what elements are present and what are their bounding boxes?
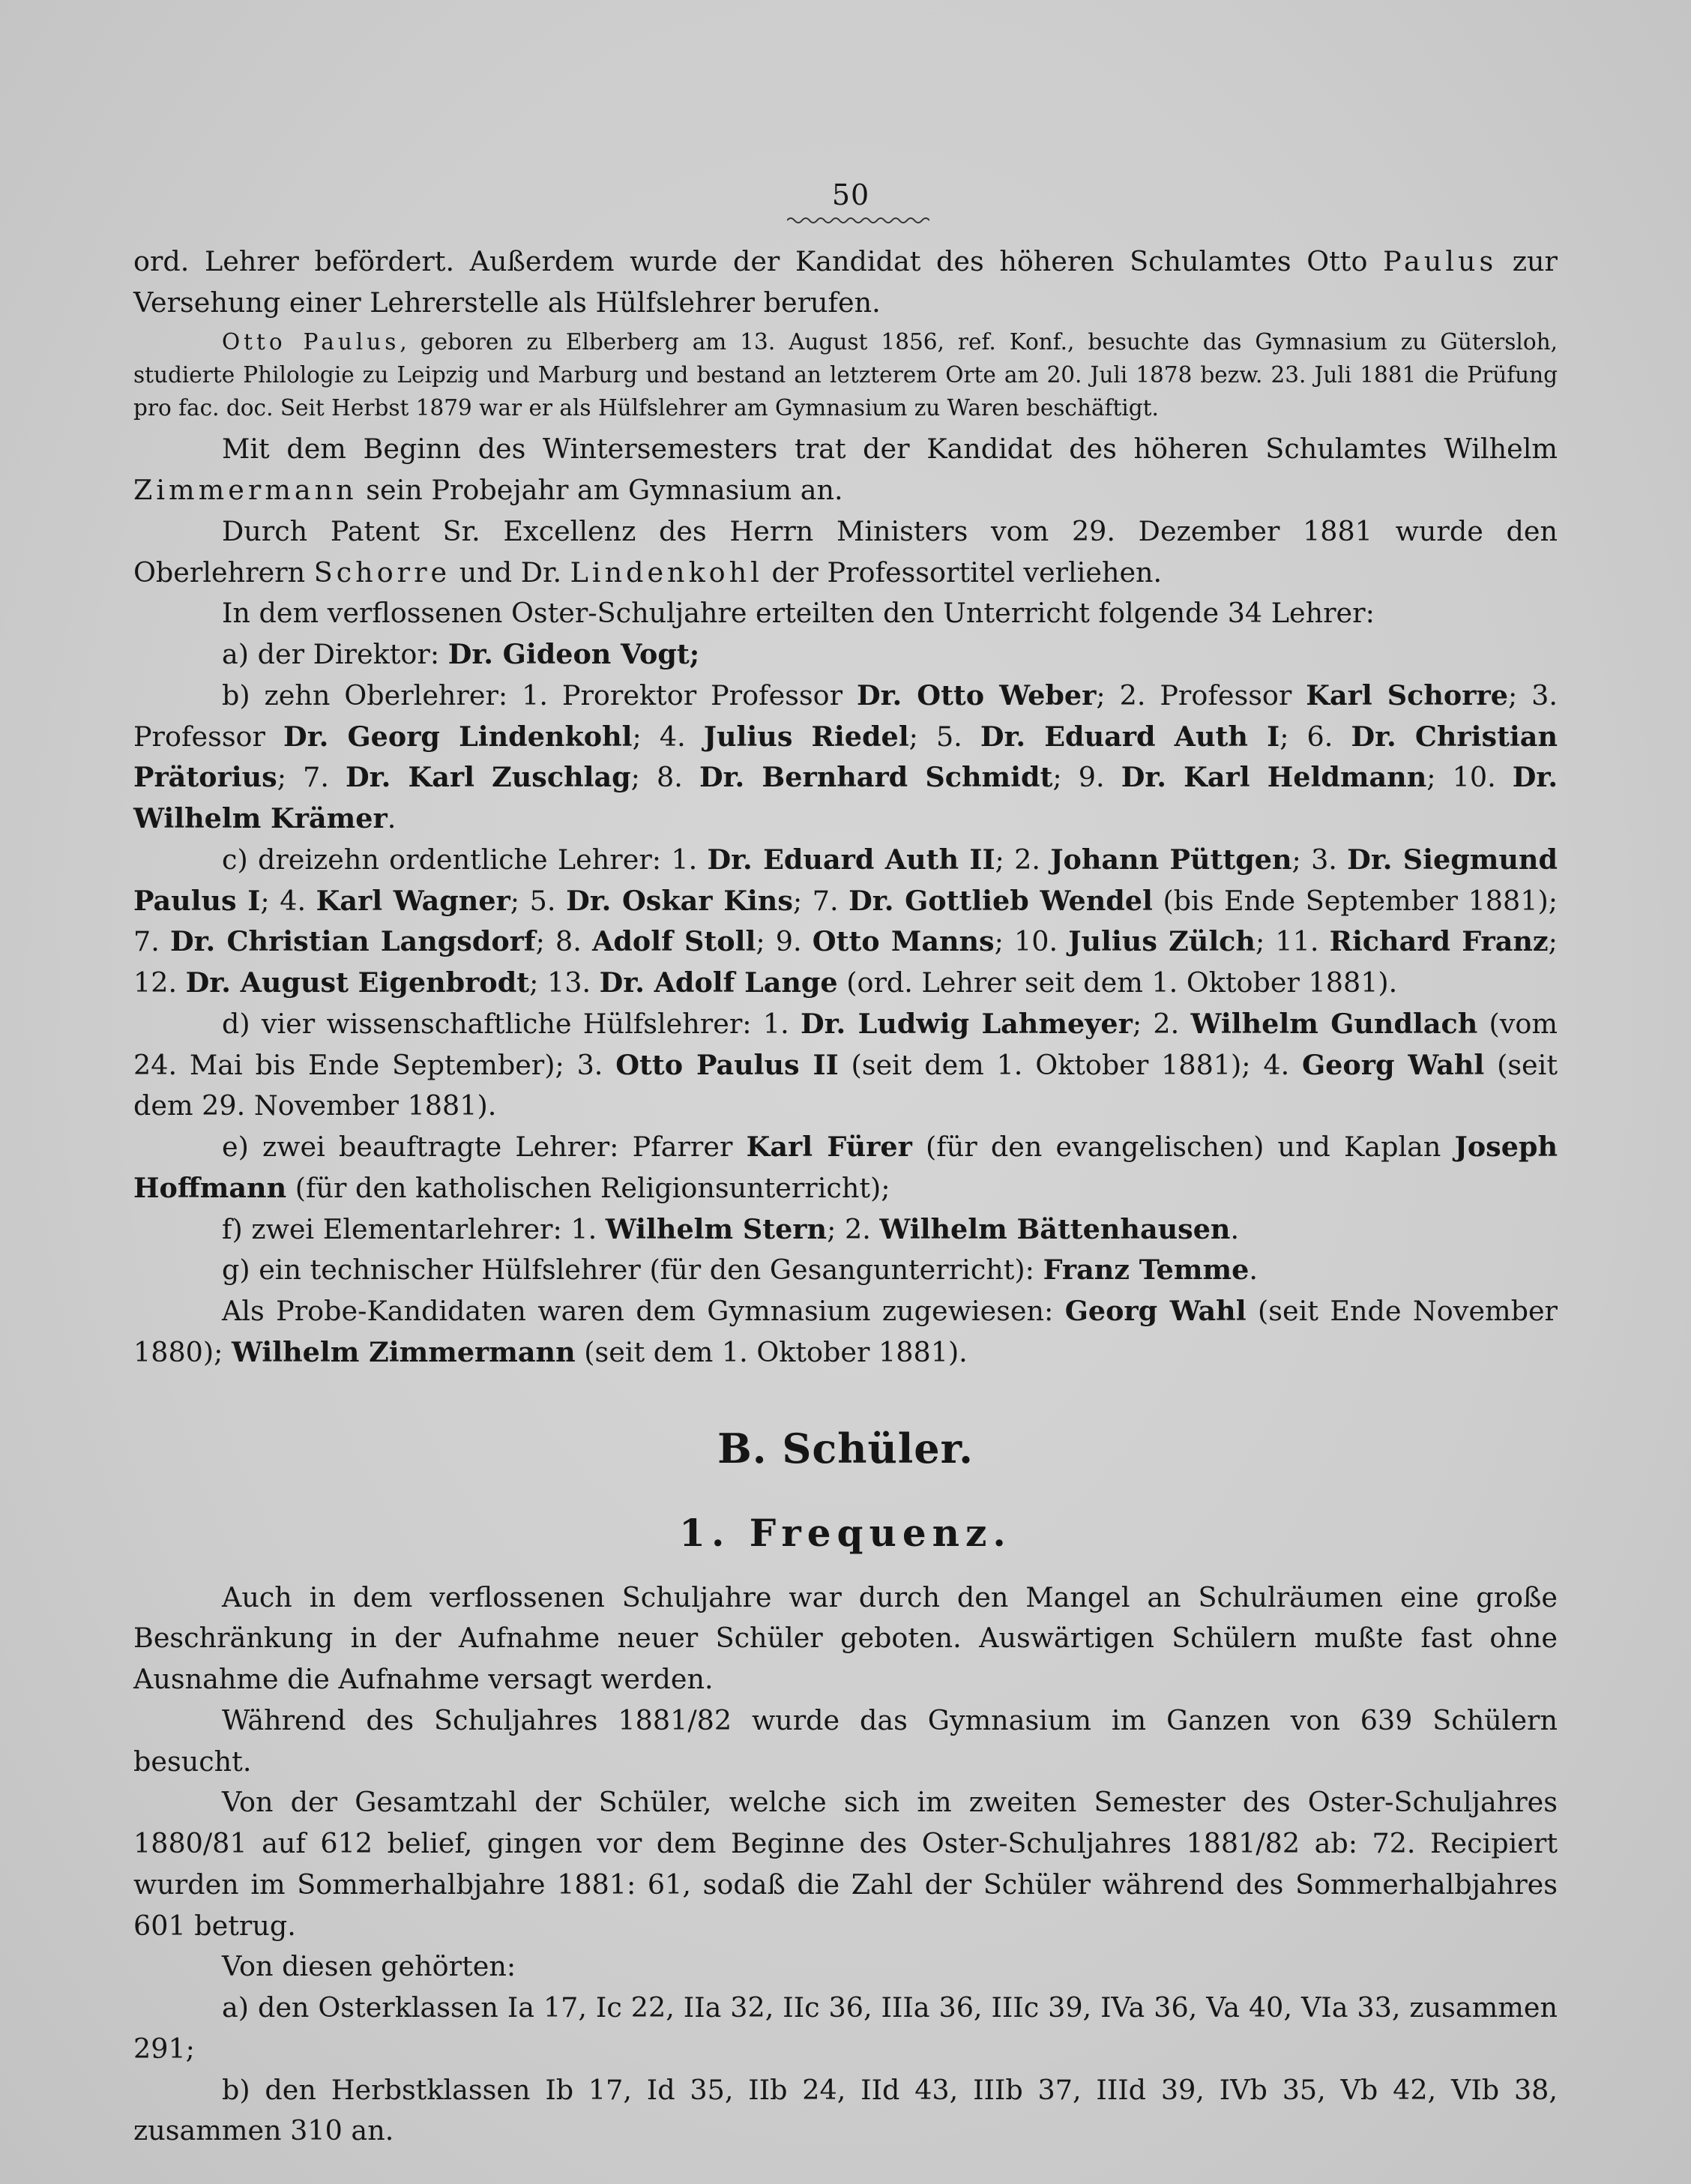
paragraph-teacher-promotion: ord. Lehrer befördert. Außerdem wurde der Kandidat des höheren Schulamtes Otto Paulus zur Versehung einer Lehrerstelle als Hülfslehrer berufen. bbox=[133, 245, 1558, 319]
paragraph-patent: Durch Patent Sr. Excellenz des Herrn Ministers vom 29. Dezember 1881 wurde den Oberlehrern Schorre und Dr. Lindenkohl der Professortitel verliehen. bbox=[133, 514, 1558, 589]
list-item-technischer-lehrer: g) ein technischer Hülfslehrer (für den Gesangunterricht): Franz Temme. bbox=[222, 1254, 1258, 1287]
paragraph-distribution-intro: Von diesen gehörten: bbox=[222, 1950, 516, 1983]
list-item-director: a) der Direktor: Dr. Gideon Vogt; bbox=[222, 638, 700, 670]
page-content bbox=[133, 241, 1558, 2152]
list-item-herbstklassen: b) den Herbstklassen Ib 17, Id 35, IIb 24, IId 43, IIIb 37, IIId 39, IVb 35, Vb 42, VIb 38, zusammen 310 an. bbox=[133, 2073, 1558, 2147]
section-title: B. Schüler. bbox=[717, 1424, 974, 1472]
page-number-ornament bbox=[787, 215, 929, 226]
list-item-huelfslehrer: d) vier wissenschaftliche Hülfslehrer: 1. Dr. Ludwig Lahmeyer; 2. Wilhelm Gundlach (vom 24. Mai bis Ende September); 3. Otto Paulus II (seit dem 1. Oktober 1881); 4. Georg Wahl (seit dem 29. November 1881). bbox=[133, 1007, 1558, 1122]
list-item-osterklassen: a) den Osterklassen Ia 17, Ic 22, IIa 32, IIc 36, IIIa 36, IIIc 39, IVa 36, Va 40, VIa 33, zusammen 291; bbox=[133, 1991, 1558, 2065]
paragraph-student-counts: Von der Gesamtzahl der Schüler, welche sich im zweiten Semester des Oster-Schuljahres 1880/81 auf 612 belief, gingen vor dem Beginne des Oster-Schuljahres 1881/82 ab: 72. Recipiert wurden im Sommerhalbjahre 1881: 61, sodaß die Zahl der Schüler während des Sommerhalbjahres 601 betrug. bbox=[133, 1786, 1558, 1942]
paragraph-total-students: Während des Schuljahres 1881/82 wurde das Gymnasium im Ganzen von 639 Schülern besucht. bbox=[133, 1703, 1558, 1778]
list-item-beauftragte-lehrer: e) zwei beauftragte Lehrer: Pfarrer Karl Fürer (für den evangelischen) und Kaplan Joseph Hoffmann (für den katholischen Religionsunterricht); bbox=[133, 1131, 1558, 1204]
list-item-elementarlehrer: f) zwei Elementarlehrer: 1. Wilhelm Stern; 2. Wilhelm Bättenhausen. bbox=[222, 1212, 1240, 1245]
paragraph-teachers-intro: In dem verflossenen Oster-Schuljahre erteilten den Unterricht folgende 34 Lehrer: bbox=[222, 597, 1375, 630]
subsection-title: 1. Frequenz. bbox=[679, 1510, 1012, 1555]
paragraph-probe-kandidaten: Als Probe-Kandidaten waren dem Gymnasium zugewiesen: Georg Wahl (seit Ende November 1880); Wilhelm Zimmermann (seit dem 1. Oktober 1881). bbox=[133, 1295, 1558, 1368]
footnote-otto-paulus: Otto Paulus, geboren zu Elberberg am 13. August 1856, ref. Konf., besuchte das Gymnasium zu Gütersloh, studierte Philologie zu Leipzig und Marburg und bestand an letzterem Orte am 20. Juli 1878 bezw. 23. Juli 1881 die Prüfung pro fac. doc. Seit Herbst 1879 war er als Hülfslehrer am Gymnasium zu Waren beschäftigt. bbox=[133, 328, 1558, 421]
paragraph-admission: Auch in dem verflossenen Schuljahre war durch den Mangel an Schulräumen eine große Beschränkung in der Aufnahme neuer Schüler geboten. Auswärtigen Schülern mußte fast ohne Ausnahme die Aufnahme versagt werden. bbox=[133, 1580, 1558, 1695]
list-item-ordentliche-lehrer: c) dreizehn ordentliche Lehrer: 1. Dr. Eduard Auth II; 2. Johann Püttgen; 3. Dr. Siegmund Paulus I; 4. Karl Wagner; 5. Dr. Oskar Kins; 7. Dr. Gottlieb Wendel (bis Ende September 1881); 7. Dr. Christian Langsdorf; 8. Adolf Stoll; 9. Otto Manns; 10. Julius Zülch; 11. Richard Franz; 12. Dr. August Eigenbrodt; 13. Dr. Adolf Lange (ord. Lehrer seit dem 1. Oktober 1881). bbox=[133, 843, 1558, 999]
paragraph-winter-semester: Mit dem Beginn des Wintersemesters trat der Kandidat des höheren Schulamtes Wilhelm Zimmermann sein Probejahr am Gymnasium an. bbox=[133, 433, 1558, 506]
list-item-oberlehrer: b) zehn Oberlehrer: 1. Prorektor Professor Dr. Otto Weber; 2. Professor Karl Schorre; 3. Professor Dr. Georg Lindenkohl; 4. Julius Riedel; 5. Dr. Eduard Auth I; 6. Dr. Christian Prätorius; 7. Dr. Karl Zuschlag; 8. Dr. Bernhard Schmidt; 9. Dr. Karl Heldmann; 10. Dr. Wilhelm Krämer. bbox=[133, 679, 1558, 834]
page-number: 50 bbox=[831, 178, 870, 211]
